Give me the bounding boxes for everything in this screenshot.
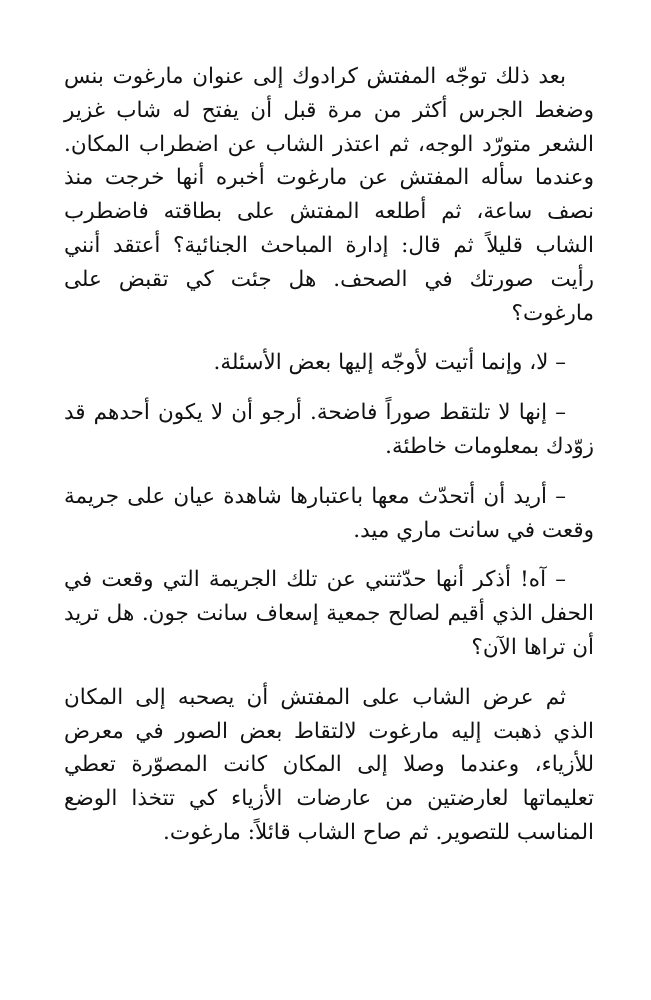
- paragraph-dialog-4: – آه! أذكر أنها حدّثتني عن تلك الجريمة التي وقعت في الحفل الذي أقيم لصالح جمعية إسعاف سانت جون. هل تريد أن تراها الآن؟: [64, 567, 594, 660]
- paragraph-dialog-3: – أريد أن أتحدّث معها باعتبارها شاهدة عيان على جريمة وقعت في سانت ماري ميد.: [64, 483, 594, 543]
- paragraph-dialog-1: – لا، وإنما أتيت لأوجّه إليها بعض الأسئلة.: [213, 350, 566, 376]
- paragraph-dialog-2: – إنها لا تلتقط صوراً فاضحة. أرجو أن لا يكون أحدهم قد زوّدك بمعلومات خاطئة.: [64, 400, 594, 459]
- paragraph-narrative-1: بعد ذلك توجّه المفتش كرادوك إلى عنوان مارغوت بنس وضغط الجرس أكثر من مرة قبل أن يفتح له شاب غزير الشعر متورّد الوجه، ثم اعتذر الشاب عن اضطراب المكان. وعندما سأله المفتش عن مارغوت أخبره أنها خرجت منذ نصف ساعة، ثم أطلعه المفتش على بطاقته فاضطرب الشاب قليلاً ثم قال: إدارة المباحث الجنائية؟ أعتقد أنني رأيت صورتك في الصحف. هل جئت كي تقبض على مارغوت؟: [64, 64, 594, 326]
- book-page: [64, 60, 594, 866]
- paragraph-narrative-2: ثم عرض الشاب على المفتش أن يصحبه إلى المكان الذي ذهبت إليه مارغوت لالتقاط بعض الصور في معرض للأزياء، وعندما وصلا إلى المكان كانت المصوّرة تعطي تعليماتها لعارضتين من عارضات الأزياء كي تتخذا الوضع المناسب للتصوير. ثم صاح الشاب قائلاً: مارغوت.: [64, 684, 594, 845]
